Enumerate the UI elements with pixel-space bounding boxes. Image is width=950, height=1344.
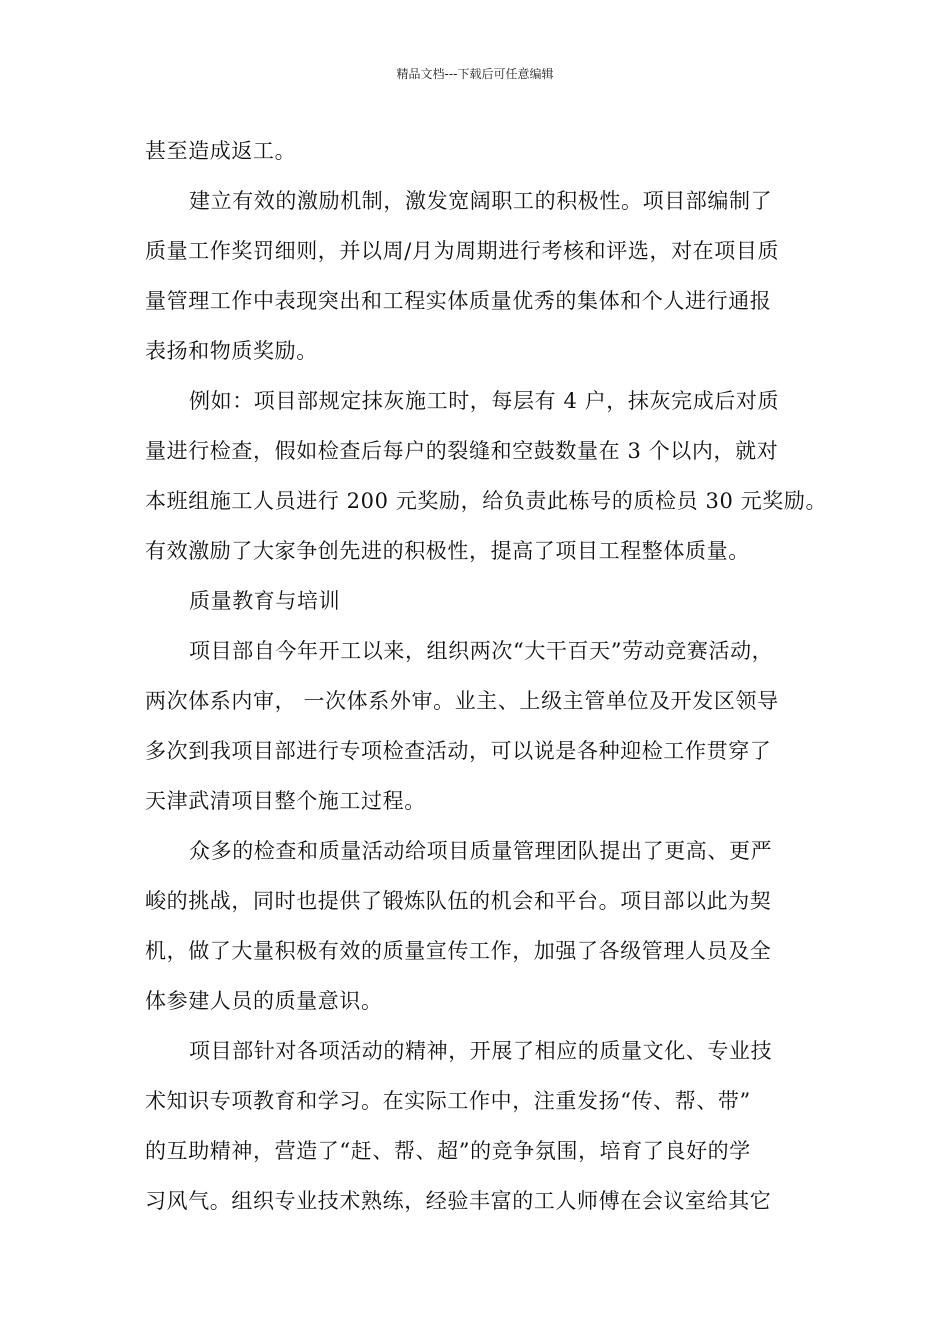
text-line: 多次到我项目部进行专项检查活动，可以说是各种迎检工作贯穿了 [145,739,772,763]
text-line: 术知识专项教育和学习。在实际工作中，注重发扬“传、帮、带” [145,1089,751,1113]
text-line: 天津武清项目整个施工过程。 [145,789,426,813]
text-line: 量进行检查，假如检查后每户的裂缝和空鼓数量在 3 个以内，就对 [145,439,779,463]
paragraph-start-line: 项目部针对各项活动的精神，开展了相应的质量文化、专业技 [189,1039,773,1063]
text-line: 习风气。组织专业技术熟练，经验丰富的工人师傅在会议室给其它 [145,1189,772,1213]
text-line: 机，做了大量积极有效的质量宣传工作，加强了各级管理人员及全 [145,939,772,963]
text-line: 表扬和物质奖励。 [145,339,318,363]
paragraph-start-line: 众多的检查和质量活动给项目质量管理团队提出了更高、更严 [189,839,773,863]
text-line: 体参建人员的质量意识。 [145,989,383,1013]
paragraph-start-line: 建立有效的激励机制，激发宽阔职工的积极性。项目部编制了 [189,189,773,213]
text-line: 质量工作奖罚细则，并以周/月为周期进行考核和评选，对在项目质 [145,239,780,263]
page-header: 精品文档---下载后可任意编辑 [396,67,554,81]
text-line: 量管理工作中表现突出和工程实体质量优秀的集体和个人进行通报 [145,289,772,313]
text-line: 本班组施工人员进行 200 元奖励，给负责此栋号的质检员 30 元奖励。 [145,489,828,513]
text-line: 的互助精神，营造了“赶、帮、超”的竞争氛围，培育了良好的学 [145,1139,751,1163]
text-line: 两次体系内审， 一次体系外审。业主、上级主管单位及开发区领导 [145,689,779,713]
paragraph-start-line: 项目部自今年开工以来，组织两次“大干百天”劳动竞赛活动， [189,639,774,663]
paragraph-start-line: 例如：项目部规定抹灰施工时，每层有 4 户，抹灰完成后对质 [189,389,780,413]
section-heading: 质量教育与培训 [189,589,341,613]
document-body [145,131,830,1231]
text-line: 有效激励了大家争创先进的积极性，提高了项目工程整体质量。 [145,539,750,563]
text-line: 峻的挑战，同时也提供了锻炼队伍的机会和平台。项目部以此为契 [145,889,772,913]
text-line: 甚至造成返工。 [145,139,297,163]
